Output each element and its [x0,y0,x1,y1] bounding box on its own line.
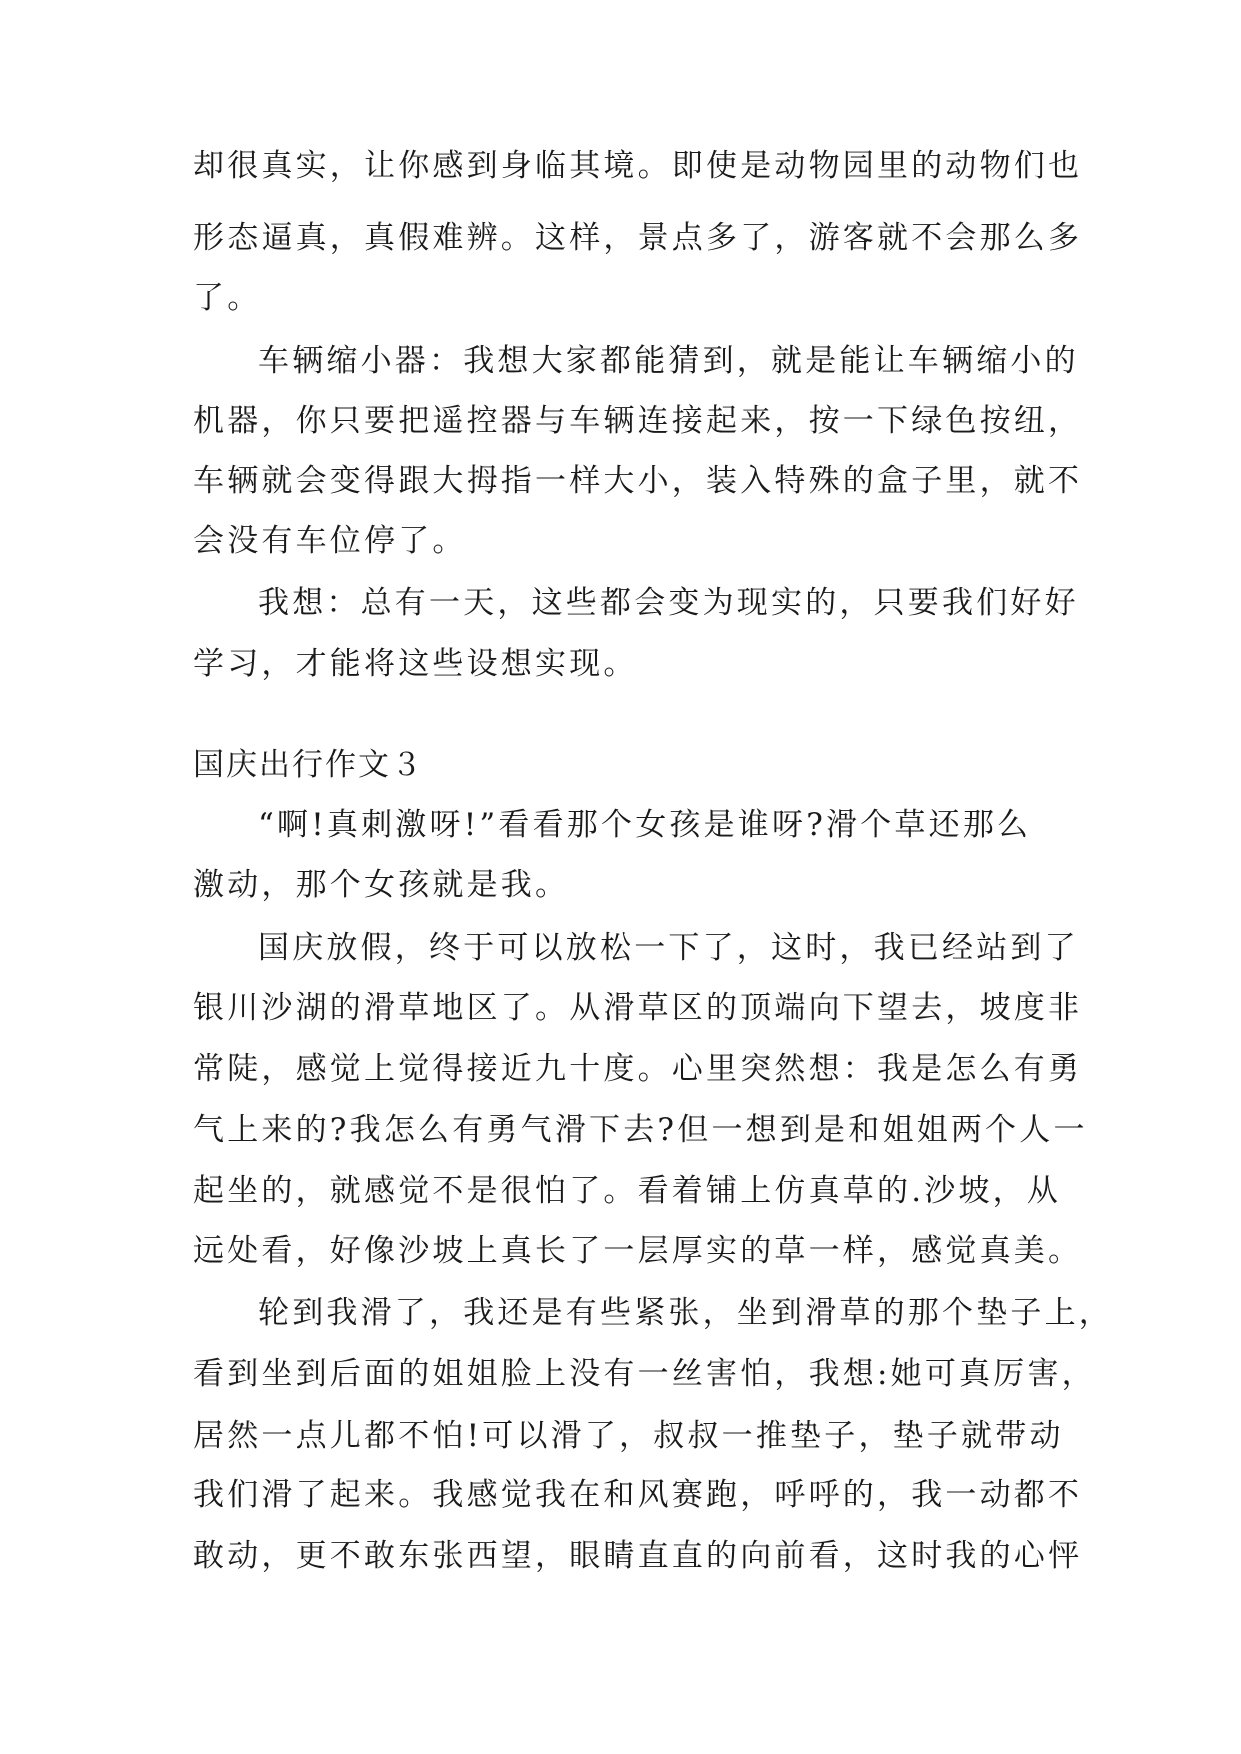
paragraph-6-line-5: 敢动，更不敢东张西望，眼睛直直的向前看，这时我的心怦 [193,1538,1083,1574]
paragraph-6-line-1: 轮到我滑了，我还是有些紧张，坐到滑草的那个垫子上， [258,1295,1113,1331]
paragraph-2-line-4: 会没有车位停了。 [193,523,467,559]
paragraph-2-line-2: 机器，你只要把遥控器与车辆连接起来，按一下绿色按纽， [193,403,1083,439]
section-title: 国庆出行作文３ [193,747,424,783]
paragraph-4-line-2: 激动，那个女孩就是我。 [193,867,570,903]
paragraph-5-line-5: 起坐的，就感觉不是很怕了。看着铺上仿真草的.沙坡，从 [193,1173,1062,1209]
paragraph-3-line-2: 学习，才能将这些设想实现。 [193,646,638,682]
paragraph-3-line-1: 我想：总有一天，这些都会变为现实的，只要我们好好 [258,585,1079,621]
paragraph-1-line-3: 了。 [193,280,262,316]
paragraph-4-line-1: “啊!真刺激呀!”看看那个女孩是谁呀?滑个草还那么 [258,807,1032,843]
paragraph-5-line-4: 气上来的?我怎么有勇气滑下去?但一想到是和姐姐两个人一 [193,1112,1088,1148]
paragraph-1-line-1: 却很真实，让你感到身临其境。即使是动物园里的动物们也 [193,148,1083,184]
paragraph-5-line-3: 常陡，感觉上觉得接近九十度。心里突然想：我是怎么有勇 [193,1051,1083,1087]
paragraph-6-line-3: 居然一点儿都不怕!可以滑了，叔叔一推垫子，垫子就带动 [193,1418,1064,1454]
paragraph-6-line-2: 看到坐到后面的姐姐脸上没有一丝害怕，我想:她可真厉害， [193,1356,1096,1392]
paragraph-1-line-2: 形态逼真，真假难辨。这样，景点多了，游客就不会那么多 [193,220,1083,256]
paragraph-2-line-1: 车辆缩小器：我想大家都能猜到，就是能让车辆缩小的 [258,343,1079,379]
paragraph-5-line-6: 远处看，好像沙坡上真长了一层厚实的草一样，感觉真美。 [193,1233,1083,1269]
paragraph-5-line-2: 银川沙湖的滑草地区了。从滑草区的顶端向下望去，坡度非 [193,990,1083,1026]
paragraph-5-line-1: 国庆放假，终于可以放松一下了，这时，我已经站到了 [258,930,1079,966]
paragraph-6-line-4: 我们滑了起来。我感觉我在和风赛跑，呼呼的，我一动都不 [193,1477,1083,1513]
paragraph-2-line-3: 车辆就会变得跟大拇指一样大小，装入特殊的盒子里，就不 [193,463,1083,499]
